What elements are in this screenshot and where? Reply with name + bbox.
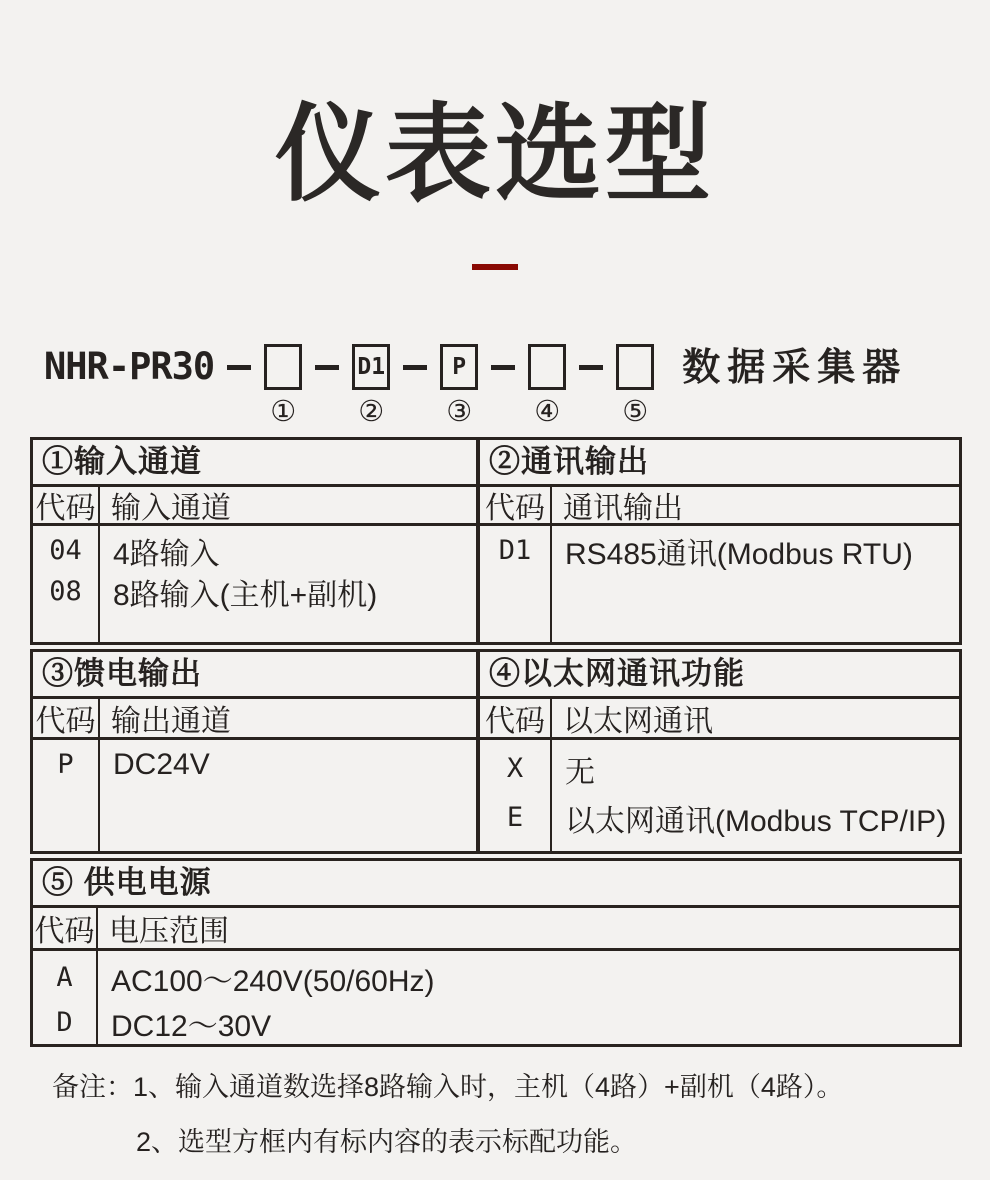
label-cells	[98, 951, 959, 1045]
product-name: 数据采集器	[682, 347, 908, 389]
code-cell: D1	[498, 535, 532, 566]
code-column-header: 代码	[33, 487, 100, 523]
code-cell: A	[56, 962, 73, 993]
code-column-header: 代码	[33, 908, 98, 948]
code-cells	[33, 740, 100, 851]
section-2-subheader	[480, 487, 959, 526]
section-5-rows	[33, 951, 959, 1045]
code-cell: P	[57, 749, 74, 780]
label-cells	[552, 740, 959, 851]
dash-separator	[227, 365, 251, 370]
section-ethernet-comm	[480, 652, 959, 851]
label-cell: 以太网通讯(Modbus TCP/IP)	[565, 804, 947, 838]
dash-separator	[579, 365, 603, 370]
code-column-header: 代码	[33, 699, 100, 737]
slot-4-number: ④	[534, 396, 561, 428]
section-5-subheader	[33, 908, 959, 951]
dash-separator	[491, 365, 515, 370]
label-column-header: 输入通道	[111, 492, 231, 525]
model-slot-5	[616, 344, 654, 427]
table-band-2	[30, 649, 962, 854]
section-feed-output	[33, 652, 480, 851]
code-cell: 08	[49, 576, 82, 607]
label-cells	[100, 740, 476, 851]
section-3-rows	[33, 740, 476, 851]
section-power-supply	[33, 861, 959, 1045]
footnote-2	[52, 1120, 990, 1159]
label-cell: DC24V	[113, 747, 210, 781]
section-1-subheader	[33, 487, 476, 526]
section-4-rows	[480, 740, 959, 851]
dash-separator	[403, 365, 427, 370]
slot-5-number: ⑤	[622, 396, 649, 428]
section-3-title: ③馈电输出	[33, 652, 476, 699]
code-cells	[33, 951, 98, 1045]
slot-1-number: ①	[270, 396, 297, 428]
code-cell: E	[506, 802, 524, 833]
section-1-title: ①输入通道	[33, 440, 476, 487]
model-box-2: D1	[352, 344, 390, 390]
selection-table	[30, 437, 962, 1047]
page-title: 仪表选型	[275, 96, 715, 214]
label-column-header: 输出通道	[111, 705, 231, 738]
section-2-rows	[480, 526, 959, 642]
label-column-header: 电压范围	[109, 915, 229, 948]
label-cell: DC12～30V	[111, 1009, 272, 1043]
table-band-3	[30, 858, 962, 1047]
model-box-3: P	[440, 344, 478, 390]
model-slot-2	[352, 344, 390, 427]
code-cell: D	[56, 1007, 73, 1038]
label-cells	[552, 526, 959, 642]
section-2-title: ②通讯输出	[480, 440, 959, 487]
code-cells	[33, 526, 100, 642]
label-cell: 4路输入	[113, 537, 220, 571]
code-cells	[480, 740, 552, 851]
model-box-4	[528, 344, 566, 390]
footnote-text: 2、选型方框内有标内容的表示标配功能。	[136, 1127, 638, 1157]
footnote-text: 1、输入通道数选择8路输入时，主机（4路）+副机（4路）。	[133, 1072, 844, 1102]
section-input-channels	[33, 440, 480, 642]
model-code-line	[44, 344, 990, 427]
page	[0, 70, 990, 1159]
section-1-rows	[33, 526, 476, 642]
section-5-title: ⑤ 供电电源	[33, 861, 959, 908]
section-4-title: ④以太网通讯功能	[480, 652, 959, 699]
label-column-header: 通讯输出	[563, 492, 683, 525]
footnote-1	[52, 1065, 990, 1104]
model-slot-3	[440, 344, 478, 427]
model-prefix: NHR-PR30	[44, 345, 215, 388]
code-cells	[480, 526, 552, 642]
label-cell: AC100～240V(50/60Hz)	[111, 964, 435, 998]
slot-3-number: ③	[446, 396, 473, 428]
code-cell: 04	[49, 535, 82, 566]
slot-2-number: ②	[358, 396, 385, 428]
label-column-header: 以太网通讯	[563, 705, 713, 738]
model-slot-4	[528, 344, 566, 427]
model-slot-1	[264, 344, 302, 427]
footnote-label: 备注：	[52, 1072, 133, 1102]
table-band-1	[30, 437, 962, 645]
label-cell: RS485通讯(Modbus RTU)	[565, 537, 913, 571]
code-cell: X	[506, 753, 524, 784]
section-3-subheader	[33, 699, 476, 740]
title-divider	[472, 264, 518, 270]
section-4-subheader	[480, 699, 959, 740]
footnotes	[52, 1065, 990, 1159]
model-box-5	[616, 344, 654, 390]
label-cell: 无	[565, 755, 595, 789]
dash-separator	[315, 365, 339, 370]
section-comm-output	[480, 440, 959, 642]
code-column-header: 代码	[480, 699, 552, 737]
label-cells	[100, 526, 476, 642]
code-column-header: 代码	[480, 487, 552, 523]
model-box-1	[264, 344, 302, 390]
label-cell: 8路输入(主机+副机)	[113, 578, 378, 612]
